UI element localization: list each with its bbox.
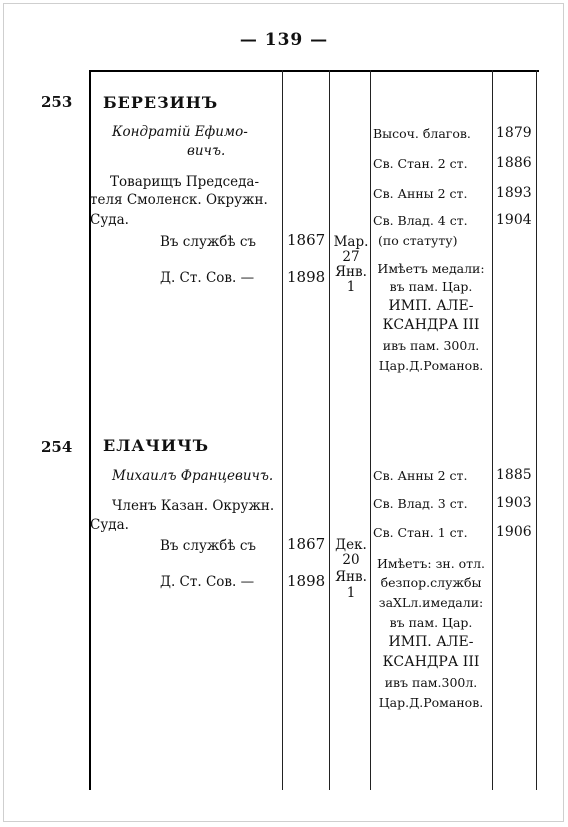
position-line: Суда. <box>90 517 129 533</box>
rank-month: Янв. <box>335 569 367 585</box>
award-name: Св. Влад. 4 ст. <box>373 213 468 228</box>
service-month: Мар. <box>333 234 369 250</box>
rank-year: 1898 <box>287 268 326 286</box>
column-rule <box>536 70 537 790</box>
position-line: Членъ Казан. Окружн. <box>112 498 275 514</box>
rank-label: Д. Ст. Сов. — <box>160 574 255 590</box>
medal-line: КСАНДРА III <box>382 317 480 333</box>
column-rule <box>282 70 283 790</box>
award-year: 1886 <box>496 155 532 171</box>
rank-month: Янв. <box>335 264 367 280</box>
rank-label: Д. Ст. Сов. — <box>160 270 255 286</box>
award-name: Св. Влад. 3 ст. <box>373 496 468 511</box>
award-year: 1904 <box>496 212 532 228</box>
medal-line: КСАНДРА III <box>382 654 480 670</box>
medal-line: Цар.Д.Романов. <box>378 695 484 710</box>
rank-day: 1 <box>346 279 356 295</box>
service-label: Въ службѣ съ <box>160 234 257 250</box>
award-year: 1885 <box>496 467 532 483</box>
award-year: 1879 <box>496 125 532 141</box>
page-number: — 139 — <box>239 30 329 50</box>
rank-year: 1898 <box>287 572 326 590</box>
given-name: Кондратій Ефимо- <box>112 124 248 140</box>
column-rule <box>492 70 493 790</box>
award-year: 1906 <box>496 524 532 540</box>
position-line: Суда. <box>90 212 129 228</box>
medal-line: безпор.службы <box>380 575 482 590</box>
position-line: теля Смоленск. Окружн. <box>90 192 268 208</box>
service-day: 20 <box>342 552 360 568</box>
entry-number: 254 <box>41 438 73 456</box>
surname: БЕРЕЗИНЪ <box>103 93 219 112</box>
medal-line: ИМП. АЛЕ- <box>388 634 474 650</box>
rank-day: 1 <box>346 585 356 601</box>
service-year: 1867 <box>287 535 326 553</box>
header-rule <box>89 70 539 72</box>
position-line: Товарищъ Председа- <box>110 174 260 190</box>
medal-line: Имѣетъ медали: <box>377 261 485 276</box>
column-rule <box>89 70 91 790</box>
medal-line: въ пам. Цар. <box>389 615 473 630</box>
column-rule <box>329 70 330 790</box>
award-year: 1893 <box>496 185 532 201</box>
medal-line: ИМП. АЛЕ- <box>388 298 474 314</box>
medal-line: заXLл.имедали: <box>378 595 484 610</box>
medal-line: Цар.Д.Романов. <box>378 358 484 373</box>
given-name: Михаилъ Францевичъ. <box>112 468 274 484</box>
award-note: (по статуту) <box>378 233 458 248</box>
award-year: 1903 <box>496 495 532 511</box>
medal-line: ивъ пам.300л. <box>384 675 478 690</box>
service-year: 1867 <box>287 231 326 249</box>
medal-line: въ пам. Цар. <box>389 279 473 294</box>
surname: ЕЛАЧИЧЪ <box>103 436 210 455</box>
medal-line: ивъ пам. 300л. <box>382 338 480 353</box>
award-name: Высоч. благов. <box>373 126 471 141</box>
award-name: Св. Стан. 2 ст. <box>373 156 468 171</box>
medal-line: Имѣетъ: зн. отл. <box>376 556 486 571</box>
service-label: Въ службѣ съ <box>160 538 257 554</box>
given-name-cont: вичъ. <box>187 143 226 159</box>
entry-number: 253 <box>41 93 73 111</box>
award-name: Св. Анны 2 ст. <box>373 186 468 201</box>
service-month: Дек. <box>335 537 367 553</box>
award-name: Св. Стан. 1 ст. <box>373 525 468 540</box>
service-day: 27 <box>342 249 360 265</box>
award-name: Св. Анны 2 ст. <box>373 468 468 483</box>
